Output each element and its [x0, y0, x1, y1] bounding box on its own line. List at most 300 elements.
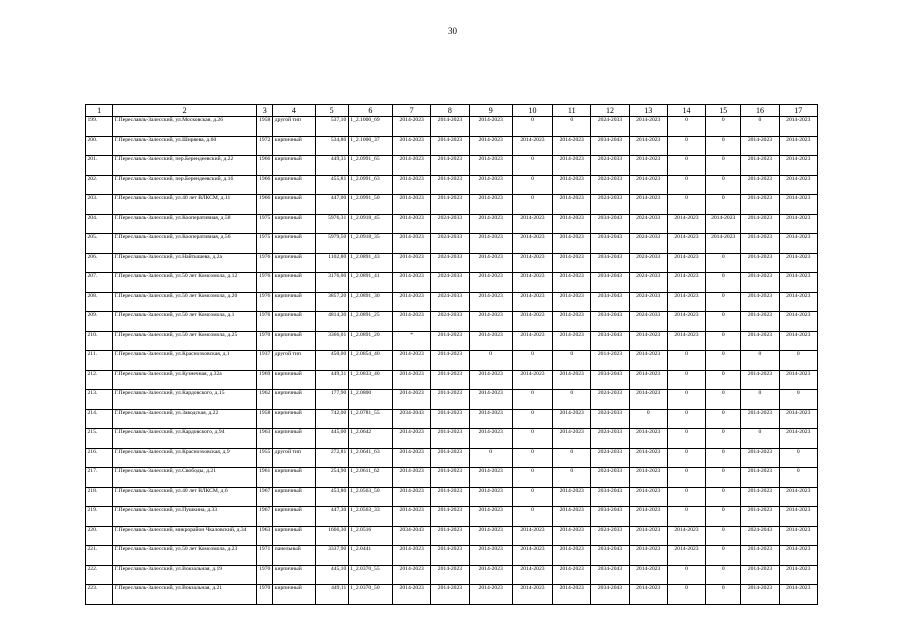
cell-row-number: 209. [86, 312, 113, 332]
cell-period-col-13: 2014-2023 [629, 331, 667, 351]
cell-period-col-16: 2014-2023 [741, 136, 779, 156]
cell-period-col-11: 0 [553, 468, 591, 488]
cell-year-built: 1976 [257, 273, 273, 293]
cell-address: Г.Переславль-Залесский, ул.Красноэховская, д.1 [113, 351, 257, 371]
cell-year-built: 1969 [257, 370, 273, 390]
cell-row-number: 216. [86, 448, 113, 468]
cell-area: 534,80 [315, 136, 348, 156]
housing-register-table [85, 104, 818, 605]
cell-year-built: 1971 [257, 546, 273, 566]
table-row [86, 507, 818, 527]
cell-period-col-16: 2014-2023 [741, 214, 779, 234]
cell-period-col-9: 2014-2023 [469, 585, 512, 605]
cell-area: 177,90 [315, 390, 348, 410]
cell-wall-material: кирпичный [273, 292, 315, 312]
cell-period-col-17: 0 [779, 351, 817, 371]
column-number-5: 5 [315, 105, 348, 117]
cell-period-col-12: 2034-2043 [591, 214, 629, 234]
cell-cadastral-code: 1_2.0641_63 [348, 448, 392, 468]
cell-period-col-11: 0 [553, 390, 591, 410]
cell-period-col-10: 0 [512, 468, 552, 488]
cell-row-number: 217. [86, 468, 113, 488]
cell-period-col-9: 2014-2023 [469, 526, 512, 546]
cell-period-col-16: 2014-2023 [741, 175, 779, 195]
cell-period-col-8: 2014-2023 [431, 331, 469, 351]
cell-period-col-14: 0 [667, 585, 705, 605]
cell-period-col-7: 2014-2023 [393, 156, 431, 176]
table-row [86, 175, 818, 195]
cell-period-col-11: 2014-2023 [553, 312, 591, 332]
cell-period-col-8: 2014-2023 [431, 585, 469, 605]
cell-period-col-12: 2034-2043 [591, 487, 629, 507]
cell-period-col-8: 2014-2023 [431, 565, 469, 585]
table-row [86, 409, 818, 429]
cell-cadastral-code: 1_2.0891_20 [348, 331, 392, 351]
cell-period-col-10: 2014-2023 [512, 585, 552, 605]
cell-wall-material: кирпичный [273, 253, 315, 273]
cell-address: Г.Переславль-Залесский, ул.Вокзальная, д.19 [113, 565, 257, 585]
cell-period-col-10: 2014-2023 [512, 312, 552, 332]
cell-period-col-12: 2024-2033 [591, 468, 629, 488]
column-number-13: 13 [629, 105, 667, 117]
cell-period-col-11: 2014-2023 [553, 585, 591, 605]
cell-address: Г.Переславль-Залесский, ул.Найтышева, д.2а [113, 253, 257, 273]
cell-wall-material: кирпичный [273, 214, 315, 234]
cell-year-built: 1967 [257, 487, 273, 507]
cell-period-col-11: 2014-2023 [553, 234, 591, 254]
cell-period-col-16: 2024-2043 [741, 526, 779, 546]
cell-area: 537,10 [315, 117, 348, 137]
cell-wall-material: кирпичный [273, 585, 315, 605]
cell-period-col-15: 0 [706, 351, 741, 371]
cell-period-col-17: 2014-2023 [779, 409, 817, 429]
cell-wall-material: кирпичный [273, 156, 315, 176]
cell-period-col-10: 2014-2023 [512, 331, 552, 351]
cell-period-col-13: 2014-2023 [629, 565, 667, 585]
cell-year-built: 1958 [257, 117, 273, 137]
column-number-3: 3 [257, 105, 273, 117]
cell-period-col-10: 2014-2023 [512, 565, 552, 585]
cell-wall-material: кирпичный [273, 507, 315, 527]
cell-wall-material: кирпичный [273, 136, 315, 156]
cell-area: 5979,50 [315, 234, 348, 254]
cell-wall-material: кирпичный [273, 565, 315, 585]
cell-row-number: 220. [86, 526, 113, 546]
cell-period-col-17: 2014-2023 [779, 429, 817, 449]
cell-period-col-9: 2014-2023 [469, 468, 512, 488]
cell-period-col-7: 2014-2023 [393, 273, 431, 293]
cell-period-col-12: 2034-2043 [591, 331, 629, 351]
table-row [86, 312, 818, 332]
cell-period-col-10: 2014-2023 [512, 546, 552, 566]
cell-period-col-12: 2034-2043 [591, 585, 629, 605]
cell-period-col-16: 2014-2023 [741, 292, 779, 312]
cell-period-col-10: 0 [512, 175, 552, 195]
column-number-11: 11 [553, 105, 591, 117]
cell-period-col-14: 0 [667, 507, 705, 527]
cell-period-col-12: 2034-2043 [591, 273, 629, 293]
cell-address: Г.Переславль-Залесский, ул.Вокзальная, д.21 [113, 585, 257, 605]
cell-row-number: 203. [86, 195, 113, 215]
cell-period-col-7: 2014-2023 [393, 175, 431, 195]
cell-period-col-11: 2014-2023 [553, 195, 591, 215]
cell-period-col-15: 0 [706, 331, 741, 351]
cell-wall-material: кирпичный [273, 390, 315, 410]
table-row [86, 331, 818, 351]
cell-address: Г.Переславль-Залесский, ул.Кооперативная, д.58 [113, 214, 257, 234]
cell-period-col-17: 0 [779, 448, 817, 468]
cell-period-col-12: 2034-2043 [591, 136, 629, 156]
cell-period-col-13: 2014-2023 [629, 429, 667, 449]
cell-period-col-10: 0 [512, 117, 552, 137]
cell-row-number: 208. [86, 292, 113, 312]
cell-period-col-13: 2014-2023 [629, 175, 667, 195]
cell-period-col-9: 2014-2023 [469, 292, 512, 312]
cell-period-col-10: 0 [512, 429, 552, 449]
table-row [86, 136, 818, 156]
cell-cadastral-code: 1_2.0991_50 [348, 195, 392, 215]
cell-period-col-12: 2024-2033 [591, 195, 629, 215]
cell-period-col-16: 0 [741, 351, 779, 371]
cell-period-col-9: 2014-2023 [469, 409, 512, 429]
cell-period-col-7: 2034-2043 [393, 526, 431, 546]
cell-period-col-16: 2014-2023 [741, 507, 779, 527]
cell-period-col-9: 2014-2023 [469, 195, 512, 215]
cell-period-col-17: 2014-2023 [779, 370, 817, 390]
cell-period-col-16: 2014-2023 [741, 448, 779, 468]
cell-area: 742,00 [315, 409, 348, 429]
cell-period-col-16: 2014-2023 [741, 273, 779, 293]
cell-period-col-17: 2014-2023 [779, 195, 817, 215]
cell-cadastral-code: 1_2.0800 [348, 390, 392, 410]
cell-period-col-8: 2014-2023 [431, 390, 469, 410]
table-row [86, 214, 818, 234]
column-number-1: 1 [86, 105, 113, 117]
cell-wall-material: другой тип [273, 351, 315, 371]
cell-period-col-9: 2014-2023 [469, 390, 512, 410]
cell-period-col-14: 2014-2023 [667, 312, 705, 332]
cell-period-col-14: 0 [667, 156, 705, 176]
cell-period-col-15: 0 [706, 273, 741, 293]
cell-period-col-11: 2014-2023 [553, 292, 591, 312]
cell-period-col-11: 2014-2023 [553, 526, 591, 546]
cell-period-col-12: 2034-2043 [591, 507, 629, 527]
cell-period-col-16: 0 [741, 429, 779, 449]
cell-period-col-14: 0 [667, 448, 705, 468]
cell-period-col-12: 2034-2043 [591, 370, 629, 390]
cell-period-col-10: 2014-2023 [512, 136, 552, 156]
cell-period-col-12: 2014-2023 [591, 351, 629, 371]
cell-period-col-16: 0 [741, 390, 779, 410]
cell-period-col-8: 2024-2033 [431, 292, 469, 312]
cell-period-col-8: 2014-2023 [431, 351, 469, 371]
cell-wall-material: кирпичный [273, 312, 315, 332]
cell-period-col-15: 0 [706, 546, 741, 566]
column-number-2: 2 [113, 105, 257, 117]
cell-period-col-17: 2014-2023 [779, 234, 817, 254]
cell-period-col-12: 2024-2033 [591, 409, 629, 429]
cell-area: 1102,80 [315, 253, 348, 273]
cell-period-col-9: 2014-2023 [469, 234, 512, 254]
cell-period-col-13: 2014-2023 [629, 156, 667, 176]
cell-area: 450,00 [315, 351, 348, 371]
cell-wall-material: кирпичный [273, 234, 315, 254]
cell-cadastral-code: 1_2.0991_63 [348, 175, 392, 195]
cell-period-col-15: 0 [706, 390, 741, 410]
cell-area: 449,31 [315, 370, 348, 390]
cell-period-col-17: 2014-2023 [779, 136, 817, 156]
cell-period-col-17: 2014-2023 [779, 546, 817, 566]
cell-period-col-12: 2034-2043 [591, 546, 629, 566]
cell-period-col-14: 2014-2023 [667, 253, 705, 273]
cell-period-col-13: 2014-2023 [629, 195, 667, 215]
cell-period-col-7: 2014-2023 [393, 234, 431, 254]
cell-period-col-14: 2014-2023 [667, 292, 705, 312]
table-row [86, 195, 818, 215]
cell-period-col-8: 2014-2023 [431, 136, 469, 156]
cell-period-col-9: 2014-2023 [469, 214, 512, 234]
cell-period-col-15: 0 [706, 253, 741, 273]
cell-period-col-13: 2014-2023 [629, 585, 667, 605]
cell-period-col-16: 2014-2023 [741, 331, 779, 351]
cell-wall-material: кирпичный [273, 331, 315, 351]
cell-cadastral-code: 1_2.0781_55 [348, 409, 392, 429]
cell-wall-material: кирпичный [273, 468, 315, 488]
cell-period-col-14: 2014-2023 [667, 273, 705, 293]
cell-period-col-14: 2014-2023 [667, 526, 705, 546]
cell-year-built: 1966 [257, 175, 273, 195]
column-number-4: 4 [273, 105, 315, 117]
cell-period-col-7: 2014-2023 [393, 253, 431, 273]
cell-period-col-16: 2014-2023 [741, 468, 779, 488]
cell-period-col-8: 2014-2023 [431, 117, 469, 137]
cell-cadastral-code: 1_2.0891_30 [348, 292, 392, 312]
cell-period-col-9: 2014-2023 [469, 429, 512, 449]
cell-address: Г.Переславль-Залесский, пер.Берендеевский, д.16 [113, 175, 257, 195]
column-number-9: 9 [469, 105, 512, 117]
cell-period-col-17: 2014-2023 [779, 487, 817, 507]
cell-row-number: 215. [86, 429, 113, 449]
cell-period-col-11: 2014-2023 [553, 487, 591, 507]
cell-period-col-16: 2014-2023 [741, 234, 779, 254]
cell-period-col-13: 0 [629, 409, 667, 429]
cell-area: 447,00 [315, 195, 348, 215]
table-row [86, 390, 818, 410]
cell-period-col-12: 2034-2043 [591, 253, 629, 273]
cell-period-col-10: 2014-2023 [512, 526, 552, 546]
cell-year-built: 1970 [257, 585, 273, 605]
cell-period-col-8: 2014-2023 [431, 546, 469, 566]
cell-wall-material: кирпичный [273, 526, 315, 546]
table-row [86, 468, 818, 488]
cell-period-col-14: 0 [667, 136, 705, 156]
cell-period-col-14: 0 [667, 409, 705, 429]
cell-row-number: 213. [86, 390, 113, 410]
cell-year-built: 1976 [257, 292, 273, 312]
cell-period-col-7: 2014-2023 [393, 585, 431, 605]
cell-period-col-13: 2024-2033 [629, 292, 667, 312]
cell-period-col-8: 2024-2033 [431, 253, 469, 273]
cell-area: 447,30 [315, 507, 348, 527]
cell-period-col-17: 0 [779, 390, 817, 410]
cell-year-built: 1962 [257, 390, 273, 410]
cell-period-col-12: 2024-2033 [591, 156, 629, 176]
cell-period-col-8: 2014-2023 [431, 195, 469, 215]
column-number-14: 14 [667, 105, 705, 117]
cell-address: Г.Переславль-Залесский, ул.Пушкина, д.33 [113, 507, 257, 527]
cell-period-col-8: 2014-2023 [431, 175, 469, 195]
cell-row-number: 204. [86, 214, 113, 234]
cell-cadastral-code: 1_2.0642 [348, 429, 392, 449]
cell-period-col-9: 2014-2023 [469, 117, 512, 137]
cell-period-col-13: 2024-2033 [629, 214, 667, 234]
cell-period-col-14: 0 [667, 195, 705, 215]
cell-area: 445,00 [315, 429, 348, 449]
cell-address: Г.Переславль-Залесский, ул.Заводская, д.22 [113, 409, 257, 429]
cell-period-col-16: 2014-2023 [741, 370, 779, 390]
cell-period-col-13: 2014-2023 [629, 546, 667, 566]
cell-period-col-13: 2014-2023 [629, 507, 667, 527]
cell-period-col-9: 2014-2023 [469, 370, 512, 390]
cell-period-col-15: 0 [706, 195, 741, 215]
cell-period-col-7: 2014-2023 [393, 351, 431, 371]
cell-area: 3176,00 [315, 273, 348, 293]
cell-period-col-12: 2034-2043 [591, 234, 629, 254]
page-number: 30 [448, 26, 457, 36]
cell-period-col-14: 0 [667, 175, 705, 195]
cell-cadastral-code: 1_2.0891_41 [348, 273, 392, 293]
cell-period-col-16: 2014-2023 [741, 585, 779, 605]
cell-period-col-11: 2014-2023 [553, 156, 591, 176]
cell-period-col-11: 0 [553, 117, 591, 137]
table-row [86, 546, 818, 566]
cell-year-built: 1976 [257, 253, 273, 273]
cell-row-number: 207. [86, 273, 113, 293]
cell-period-col-17: 2014-2023 [779, 507, 817, 527]
table-row [86, 448, 818, 468]
cell-period-col-9: 0 [469, 448, 512, 468]
cell-period-col-15: 0 [706, 487, 741, 507]
cell-period-col-13: 2024-2033 [629, 312, 667, 332]
cell-period-col-17: 2014-2023 [779, 273, 817, 293]
cell-period-col-13: 2014-2023 [629, 390, 667, 410]
cell-period-col-8: 2024-2033 [431, 234, 469, 254]
cell-period-col-14: 0 [667, 351, 705, 371]
cell-period-col-8: 2014-2023 [431, 468, 469, 488]
cell-period-col-9: 2014-2023 [469, 253, 512, 273]
cell-period-col-16: 0 [741, 117, 779, 137]
cell-year-built: 1970 [257, 331, 273, 351]
cell-period-col-10: 0 [512, 507, 552, 527]
cell-cadastral-code: 1_2.0891_43 [348, 253, 392, 273]
cell-area: 3337,90 [315, 546, 348, 566]
cell-period-col-7: 2014-2023 [393, 429, 431, 449]
table-row [86, 117, 818, 137]
cell-address: Г.Переславль-Залесский, ул.Кооперативная, д.56 [113, 234, 257, 254]
cell-row-number: 210. [86, 331, 113, 351]
cell-period-col-11: 2014-2023 [553, 565, 591, 585]
cell-period-col-14: 0 [667, 117, 705, 137]
cell-period-col-7: * [393, 331, 431, 351]
cell-period-col-17: 2014-2023 [779, 526, 817, 546]
cell-period-col-15: 2014-2023 [706, 234, 741, 254]
cell-period-col-9: 2014-2023 [469, 136, 512, 156]
cell-period-col-17: 2014-2023 [779, 175, 817, 195]
cell-period-col-10: 2014-2023 [512, 370, 552, 390]
cell-period-col-14: 0 [667, 370, 705, 390]
cell-wall-material: другой тип [273, 117, 315, 137]
cell-period-col-7: 2014-2023 [393, 448, 431, 468]
cell-period-col-17: 2014-2023 [779, 331, 817, 351]
column-number-row [86, 105, 818, 117]
cell-wall-material: кирпичный [273, 195, 315, 215]
cell-year-built: 1937 [257, 351, 273, 371]
cell-period-col-17: 2014-2023 [779, 585, 817, 605]
cell-period-col-10: 2014-2023 [512, 292, 552, 312]
cell-period-col-13: 2014-2023 [629, 370, 667, 390]
cell-period-col-16: 2014-2023 [741, 253, 779, 273]
cell-cadastral-code: 1_2.0854_40 [348, 351, 392, 371]
cell-period-col-16: 2014-2023 [741, 195, 779, 215]
cell-period-col-17: 0 [779, 468, 817, 488]
cell-period-col-17: 2014-2023 [779, 214, 817, 234]
cell-area: 1666,30 [315, 526, 348, 546]
cell-period-col-12: 2024-2033 [591, 390, 629, 410]
cell-area: 4814,30 [315, 312, 348, 332]
cell-period-col-12: 2024-2033 [591, 448, 629, 468]
cell-address: Г.Переславль-Залесский, ул.50 лет Комсомола, д.20 [113, 292, 257, 312]
cell-period-col-8: 2014-2023 [431, 429, 469, 449]
cell-area: 5976,31 [315, 214, 348, 234]
cell-period-col-8: 2014-2023 [431, 448, 469, 468]
column-number-8: 8 [431, 105, 469, 117]
cell-period-col-10: 0 [512, 351, 552, 371]
cell-period-col-12: 2034-2043 [591, 312, 629, 332]
cell-period-col-7: 2014-2023 [393, 214, 431, 234]
cell-period-col-9: 2014-2023 [469, 331, 512, 351]
cell-cadastral-code: 1_2.0991_65 [348, 156, 392, 176]
table-row [86, 585, 818, 605]
table-row [86, 370, 818, 390]
cell-period-col-14: 0 [667, 390, 705, 410]
cell-row-number: 206. [86, 253, 113, 273]
cell-period-col-15: 0 [706, 429, 741, 449]
cell-address: Г.Переславль-Залесский, микрорайон Чкаловский, д.34 [113, 526, 257, 546]
cell-address: Г.Переславль-Залесский, ул.Красноэховская, д.9 [113, 448, 257, 468]
cell-period-col-7: 2014-2023 [393, 487, 431, 507]
cell-address: Г.Переславль-Залесский, ул.Московская, д.26 [113, 117, 257, 137]
cell-period-col-11: 2014-2023 [553, 214, 591, 234]
cell-cadastral-code: 1_2.0611_62 [348, 468, 392, 488]
cell-period-col-8: 2024-2033 [431, 214, 469, 234]
cell-period-col-14: 0 [667, 565, 705, 585]
cell-period-col-10: 2014-2023 [512, 214, 552, 234]
cell-year-built: 1967 [257, 507, 273, 527]
cell-period-col-15: 2014-2023 [706, 214, 741, 234]
cell-row-number: 221. [86, 546, 113, 566]
cell-period-col-16: 2014-2023 [741, 565, 779, 585]
cell-period-col-9: 0 [469, 351, 512, 371]
cell-period-col-10: 2014-2023 [512, 253, 552, 273]
cell-row-number: 202. [86, 175, 113, 195]
cell-period-col-14: 2014-2023 [667, 234, 705, 254]
cell-year-built: 1976 [257, 312, 273, 332]
cell-address: Г.Переславль-Залесский, ул.50 лет Комсомола, д.12 [113, 273, 257, 293]
cell-address: Г.Переславль-Залесский, ул.50 лет Комсомола, д.1 [113, 312, 257, 332]
cell-address: Г.Переславль-Залесский, ул.Свободы, д.21 [113, 468, 257, 488]
table-row [86, 487, 818, 507]
cell-period-col-15: 0 [706, 292, 741, 312]
